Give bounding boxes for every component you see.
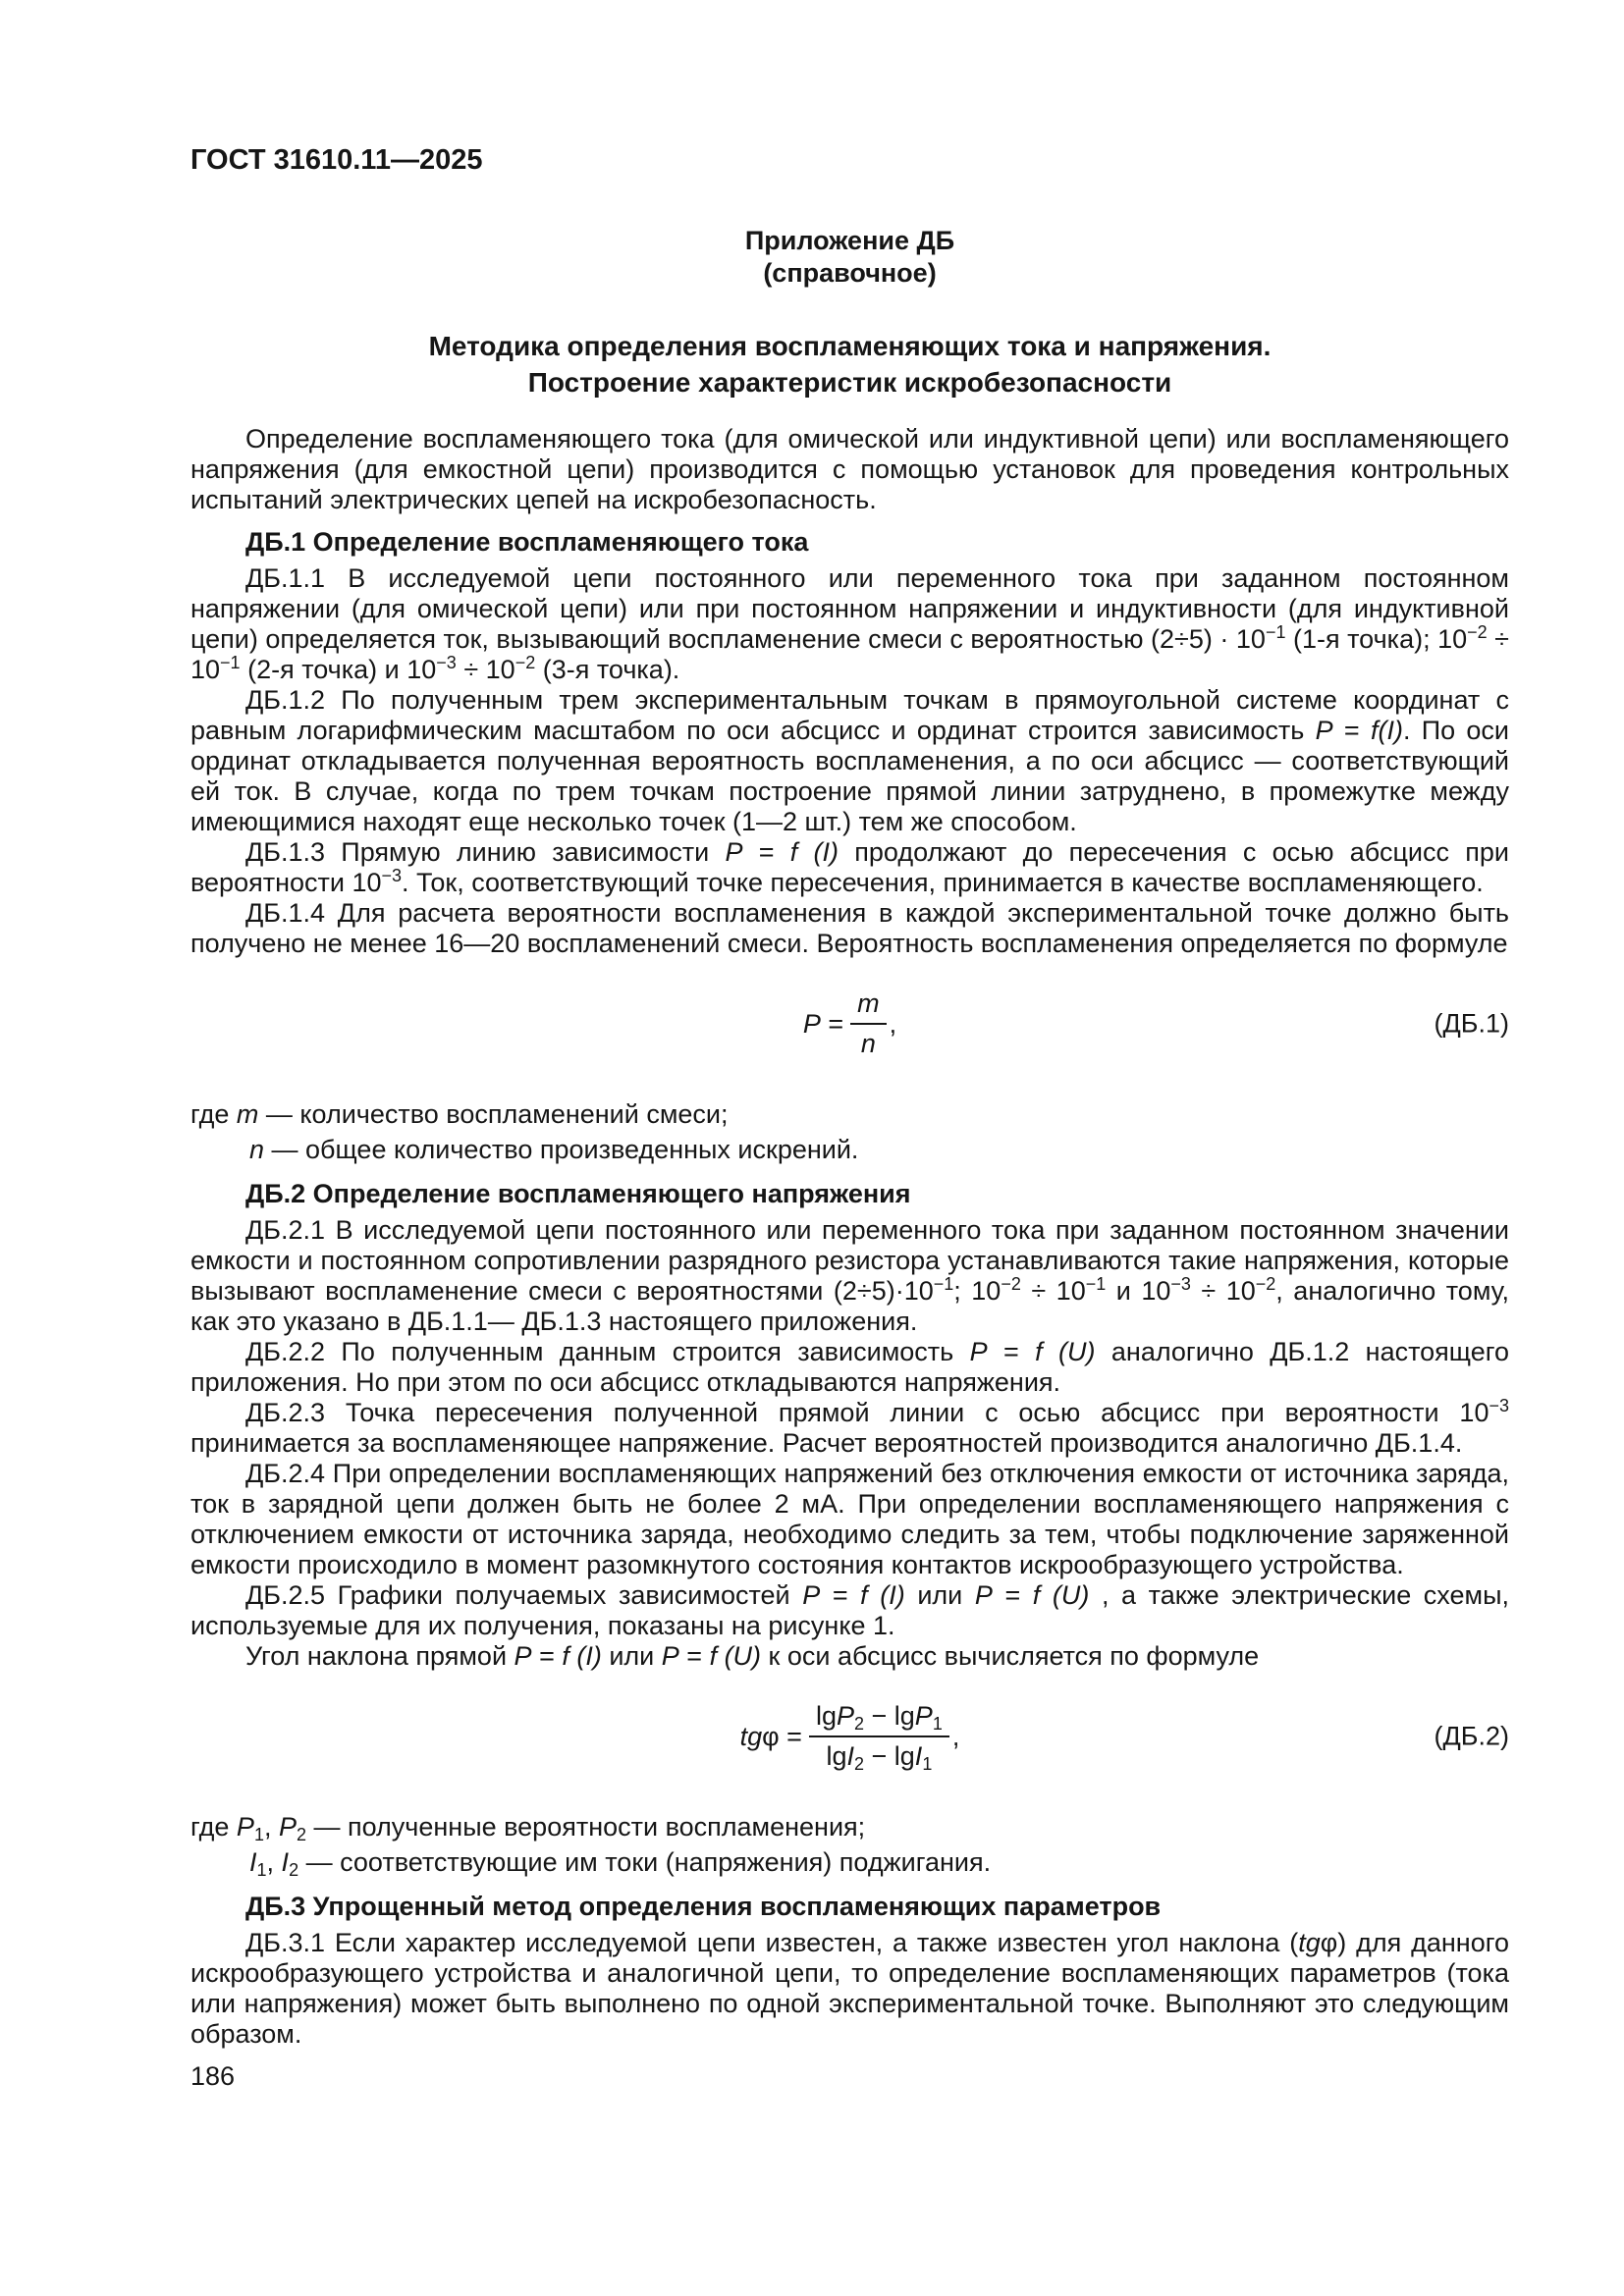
page-number: 186 [190,2061,236,2091]
paragraph: Угол наклона прямой P = f (I) или P = f (U) к оси абсцисс вычисляется по формуле [245,1641,1260,1671]
paragraph: ДБ.3.1 Если характер исследуемой цепи известен, а также известен угол наклона (tgφ) для данного искрообразующего устройства и аналогичной цепи, то определение воспламеняющих параметров (тока или напряжения) может быть выполнено по одной экспериментальной точке. Выполняют это следующим образом. [190,1928,1509,2049]
fraction-numerator: m [850,988,887,1025]
appendix-label: Приложение ДБ [744,226,955,255]
fraction-denominator: n [860,1029,876,1058]
formula-block [190,1693,1509,1780]
formula-block [190,981,1509,1067]
section-heading: ДБ.2 Определение воспламеняющего напряжения [245,1179,911,1208]
fraction [850,988,887,1059]
paragraph: ДБ.1.2 По полученным трем экспериментальным точкам в прямоугольной системе координат с равным логарифмическим масштабом по оси абсцисс и ординат строится зависимость P = f(I). По оси ординат откладывается полученная вероятность воспламенения, а по оси абсцисс — соответствующий ей ток. В случае, когда по трем точкам построение прямой линии затруднено, в промежутке между имеющимися находят еще несколько точек (1—2 шт.) тем же способом. [190,685,1509,836]
paragraph: ДБ.2.5 Графики получаемых зависимостей P = f (I) или P = f (U) , а также электрические схемы, используемые для их получения, показаны на рисунке 1. [190,1580,1509,1640]
formula-expression [803,988,896,1059]
paragraph: ДБ.2.1 В исследуемой цепи постоянного или переменного тока при заданном постоянном значении емкости и постоянном сопротивлении разрядного резистора устанавливаются такие напряжения, которые вызывают воспламенение смеси с вероятностями $(2\div 5)\cdot 10^{-1}$; $10^{-2} \div 10^{-1}$ и $10^{-3} \div 10^{-2}$, аналогично тому, как это указано в ДБ.1.1— ДБ.1.3 настоящего приложения. [190,1215,1509,1336]
document-body [190,424,1509,2050]
where-definition: n — общее количество произведенных искрений. [249,1135,859,1164]
title-line-2: Построение характеристик искробезопасности [527,367,1172,398]
paragraph: ДБ.1.4 Для расчета вероятности воспламенения в каждой экспериментальной точке должно быть получено не менее 16—20 воспламенений смеси. Вероятность воспламенения определяется по формуле [190,898,1509,958]
paragraph: Определение воспламеняющего тока (для омической или индуктивной цепи) или воспламеняющего напряжения (для емкостной цепи) производится с помощью установок для проведения контрольных испытаний электрических цепей на искробезопасность. [190,424,1509,514]
formula-number: (ДБ.2) [1434,1721,1509,1751]
page-content [190,143,1509,2050]
where-definition: $I_1$, $I_2$ — соответствующие им токи (напряжения) поджигания. [249,1847,992,1881]
section-heading: ДБ.1 Определение воспламеняющего тока [245,527,809,557]
paragraph: ДБ.1.3 Прямую линию зависимости P = f (I) продолжают до пересечения с осью абсцисс при вероятности $10^{-3}$. Ток, соответствующий точке пересечения, принимается в качестве воспламеняющего. [190,837,1509,897]
section-heading: ДБ.3 Упрощенный метод определения воспламеняющих параметров [245,1892,1162,1921]
paragraph: ДБ.2.2 По полученным данным строится зависимость P = f (U) аналогично ДБ.1.2 настоящего приложения. Но при этом по оси абсцисс откладываются напряжения. [190,1337,1509,1397]
formula-trailing: , [889,1008,897,1039]
formula-lhs: tgφ = [739,1721,802,1751]
fraction-numerator: lgP$_2$ − lgP$_1$ [809,1701,949,1737]
paragraph: ДБ.2.4 При определении воспламеняющих напряжений без отключения емкости от источника заряда, ток в зарядной цепи должен быть не более 2 мА. При определении воспламеняющего напряжения с отключением емкости от источника заряда, необходимо следить за тем, чтобы подключение заряженной емкости происходило в момент разомкнутого состояния контактов искрообразующего устройства. [190,1459,1509,1579]
where-definition: где m — количество воспламенений смеси; [190,1099,729,1129]
paragraph: ДБ.1.1 В исследуемой цепи постоянного или переменного тока при заданном постоянном напряжении (для омической цепи) или при постоянном напряжении и индуктивности (для индуктивной цепи) определяется ток, вызывающий воспламенение смеси с вероятностью $(2\div 5) \cdot 10^{-1}$ (1-я точка); $10^{-2} \div 10^{-1}$ (2-я точка) и $10^{-3} \div 10^{-2}$ (3-я точка). [190,563,1510,684]
fraction-denominator: lgI$_2$ − lgI$_1$ [826,1741,933,1775]
appendix-type: (справочное) [763,258,937,288]
formula-expression [739,1701,960,1775]
paragraph: ДБ.2.3 Точка пересечения полученной прямой линии с осью абсцисс при вероятности $10^{-3}$ принимается за воспламеняющее напряжение. Расчет вероятностей производится аналогично ДБ.1.4. [190,1396,1509,1458]
formula-lhs: P = [802,1008,844,1039]
document-title [190,328,1509,400]
where-definition: где $P_1$, $P_2$ — полученные вероятности воспламенения; [190,1812,866,1845]
standard-number: ГОСТ 31610.11—2025 [190,144,483,176]
formula-trailing: , [951,1721,960,1751]
formula-number: (ДБ.1) [1434,1008,1509,1039]
title-line-1: Методика определения воспламеняющих тока и напряжения. [428,331,1272,361]
fraction [809,1701,949,1775]
